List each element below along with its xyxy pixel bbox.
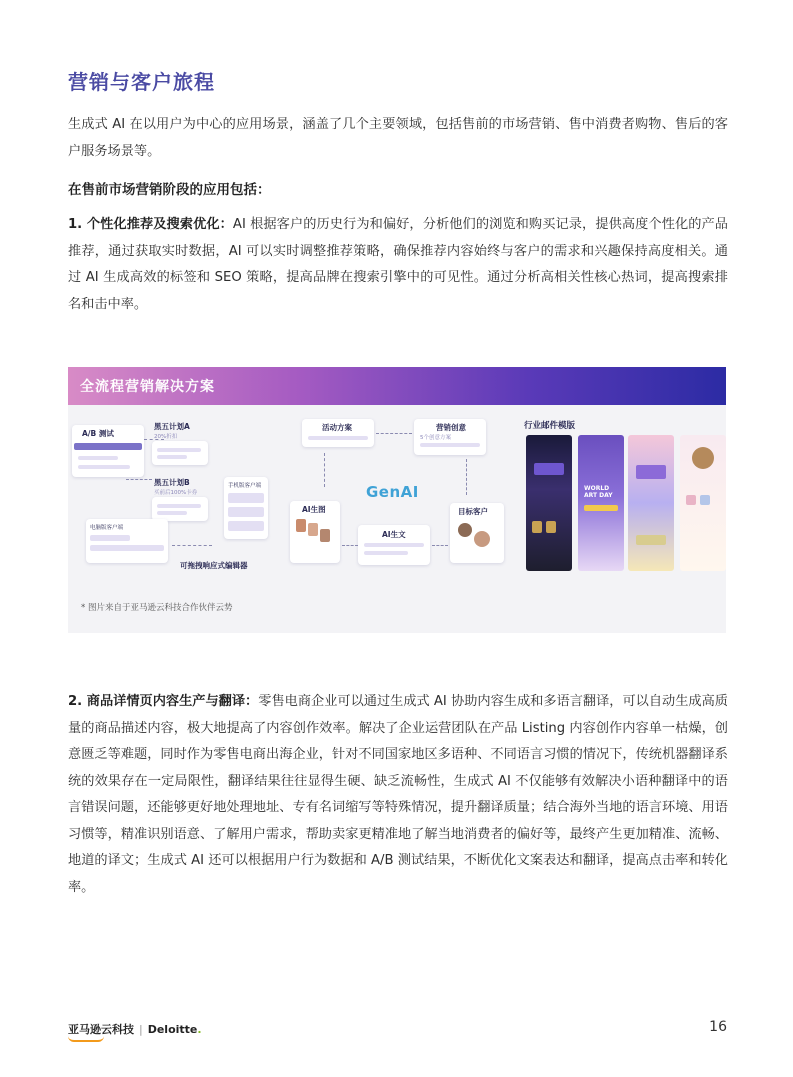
product-thumb	[320, 529, 330, 542]
plan-b-label: 黑五计划B	[154, 478, 190, 487]
item1-text: AI 根据客户的历史行为和偏好，分析他们的浏览和购买记录，提供高度个性化的产品推荐，通过获取实时数据，AI 可以实时调整推荐策略，确保推荐内容始终与客户的需求和兴趣保持高度相关。通过 AI 生成高效的标签和 SEO 策略，提高品牌在搜索引擎中的可见性。通过分析高相关性核心热词，提高搜索排名和击中率。	[68, 217, 728, 312]
ab-test-label: A/B 测试	[82, 429, 114, 438]
ai-text-line	[364, 551, 408, 555]
mobile-block	[228, 521, 264, 531]
plan-a-sub: 20%折扣	[154, 434, 178, 440]
plan-a-label: 黑五计划A	[154, 422, 190, 431]
connector	[172, 545, 212, 546]
ai-text-card	[358, 525, 430, 565]
figure-banner-title: 全流程营销解决方案	[80, 379, 215, 395]
connector	[466, 459, 467, 495]
template-product	[700, 495, 710, 505]
figure-body	[68, 405, 726, 633]
email-template	[680, 435, 726, 571]
template-landscape	[636, 535, 666, 545]
ai-image-card	[290, 501, 340, 563]
connector	[324, 453, 325, 487]
email-template	[578, 435, 624, 571]
logo-separator: |	[139, 1022, 143, 1036]
deloitte-logo	[148, 1023, 202, 1036]
item2-paragraph	[68, 689, 728, 901]
plan-a-card	[152, 441, 208, 465]
avatar	[474, 531, 490, 547]
cat-avatar	[692, 447, 714, 469]
figure-caption: * 图片来自于亚马逊云科技合作伙伴云势	[81, 603, 233, 613]
connector	[432, 545, 448, 546]
mobile-page-card	[224, 477, 268, 539]
plan-b-card	[152, 497, 208, 521]
avatar	[458, 523, 472, 537]
template-product	[546, 521, 556, 533]
template-hero	[534, 463, 564, 475]
item1-paragraph	[68, 212, 728, 318]
deloitte-dot: .	[197, 1022, 202, 1036]
marketing-idea-label: 营销创意	[436, 423, 466, 432]
section-subheading: 在售前市场营销阶段的应用包括：	[68, 182, 271, 198]
mobile-block	[228, 507, 264, 517]
product-thumb	[296, 519, 306, 532]
page-number: 16	[709, 1019, 727, 1035]
target-customer-card	[450, 503, 504, 563]
templates-title: 行业邮件模版	[524, 421, 576, 431]
pc-line	[90, 545, 164, 551]
target-customer-label: 目标客户	[458, 507, 488, 516]
page-title: 营销与客户旅程	[68, 70, 215, 94]
intro-paragraph: 生成式 AI 在以用户为中心的应用场景，涵盖了几个主要领域，包括售前的市场营销、售中消费者购物、售后的客户服务场景等。	[68, 117, 728, 159]
template-product	[532, 521, 542, 533]
ab-test-line	[78, 456, 118, 460]
template-cta	[584, 505, 618, 511]
plan-b-line	[157, 511, 187, 515]
email-template	[526, 435, 572, 571]
activity-line	[308, 436, 368, 440]
footer-logo	[68, 1021, 202, 1037]
ai-text-label: AI生文	[382, 530, 406, 539]
ai-text-line	[364, 543, 424, 547]
deloitte-text: Deloitte	[147, 1022, 198, 1036]
marketing-idea-card	[414, 419, 486, 455]
connector	[376, 433, 412, 434]
world-art-day-text: WORLD ART DAY	[584, 485, 613, 499]
email-template	[628, 435, 674, 571]
pc-page-label: 电脑版客户端	[90, 525, 124, 531]
pc-line	[90, 535, 130, 541]
template-product	[686, 495, 696, 505]
ab-test-line	[78, 465, 130, 469]
plan-b-line	[157, 504, 201, 508]
editor-label: 可拖拽响应式编辑器	[180, 561, 248, 570]
figure-banner	[68, 367, 726, 405]
brand-logo-text: 亚马逊云科技	[68, 1023, 134, 1036]
amazon-smile-icon	[68, 1036, 104, 1042]
marketing-solution-figure	[68, 367, 726, 633]
connector	[342, 545, 358, 546]
marketing-idea-line	[420, 443, 480, 447]
genai-label: GenAI	[366, 483, 419, 501]
template-hero	[636, 465, 666, 479]
item2-label: 2. 商品详情页内容生产与翻译：	[68, 694, 259, 709]
item1-label: 1. 个性化推荐及搜索优化：	[68, 217, 233, 232]
item2-text: 零售电商企业可以通过生成式 AI 协助内容生成和多语言翻译，可以自动生成高质量的商品描述内容，极大地提高了内容创作效率。解决了企业运营团队在产品 Listing 内容创作内容单一枯燥，创意匮乏等难题，同时作为零售电商出海企业，针对不同国家地区多语种、不同语言习惯的情况下，传统机器翻译系统的效果存在一定局限性，翻译结果往往显得生硬、缺乏流畅性，生成式 AI 不仅能够有效解决小语种翻译中的语言错误问题，还能够更好地处理地址、专有名词缩写等特殊情况，提升翻译质量；结合海外当地的语言环境、用语习惯等，精准识别语意、了解用户需求，帮助卖家更精准地了解当地消费者的偏好等，最终产生更加精准、流畅、地道的译文；生成式 AI 还可以根据用户行为数据和 A/B 测试结果，不断优化文案表达和翻译，提高点击率和转化率。	[68, 694, 728, 895]
mobile-block	[228, 493, 264, 503]
ai-image-label: AI生图	[302, 505, 326, 514]
ab-test-bar	[74, 443, 142, 450]
plan-b-sub: 买前后100%卡券	[154, 490, 198, 496]
product-thumb	[308, 523, 318, 536]
connector	[126, 479, 152, 480]
marketing-idea-sub: 5个创意方案	[420, 435, 451, 441]
activity-plan-label: 活动方案	[322, 423, 352, 432]
plan-a-line	[157, 455, 187, 459]
pc-page-card	[86, 519, 168, 563]
ab-test-card	[72, 425, 144, 477]
plan-a-line	[157, 448, 201, 452]
mobile-page-label: 手机版客户端	[228, 483, 262, 489]
activity-plan-card	[302, 419, 374, 447]
